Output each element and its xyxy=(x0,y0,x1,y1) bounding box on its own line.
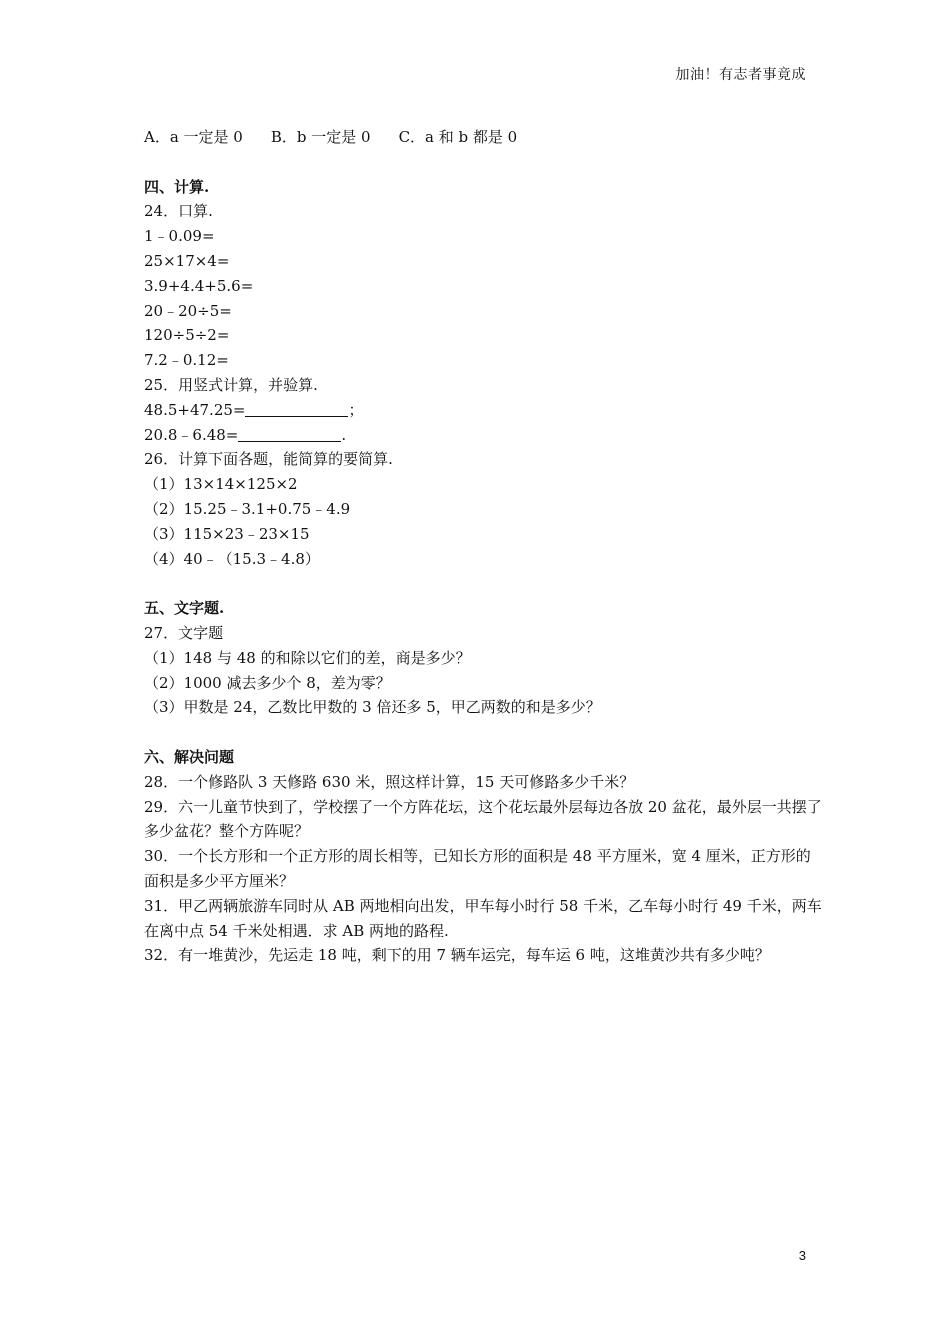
q24-item: 3.9+4.4+5.6= xyxy=(144,276,254,295)
q27-item: （3）甲数是 24，乙数比甲数的 3 倍还多 5，甲乙两数的和是多少？ xyxy=(144,698,601,717)
q28-text: 28．一个修路队 3 天修路 630 米，照这样计算，15 天可修路多少千米？ xyxy=(144,772,635,791)
option-b: B．b 一定是 0 xyxy=(270,128,371,146)
page-number: 3 xyxy=(798,1248,806,1263)
q26-item: （3）115×23﹣23×15 xyxy=(144,524,310,543)
q24-item: 1﹣0.09= xyxy=(144,227,215,246)
q23-options xyxy=(144,125,824,150)
q26-item: （4）40﹣（15.3﹣4.8） xyxy=(144,549,320,568)
q32-text: 32．有一堆黄沙，先运走 18 吨，剩下的用 7 辆车运完，每车运 6 吨，这堆黄沙共有多少吨？ xyxy=(144,946,770,965)
q25-item-1 xyxy=(144,398,824,423)
q27-item: （1）148 与 48 的和除以它们的差，商是多少？ xyxy=(144,648,471,667)
q24-item: 120÷5÷2= xyxy=(144,326,230,345)
q27-item: （2）1000 减去多少个 8，差为零？ xyxy=(144,673,391,692)
q31-text: 31．甲乙两辆旅游车同时从 AB 两地相向出发，甲车每小时行 58 千米，乙车每小时行 49 千米，两车在离中点 54 千米处相遇．求 AB 两地的路程. xyxy=(144,896,822,940)
q24-item: 25×17×4= xyxy=(144,251,230,270)
q25-expression: 48.5+47.25= xyxy=(144,400,246,419)
section-title-problem-solving: 六、解决问题 xyxy=(144,747,235,766)
page-header-motto: 加油！有志者事竟成 xyxy=(675,67,806,83)
q26-item: （1）13×14×125×2 xyxy=(144,475,298,494)
spacer xyxy=(144,571,824,596)
q26-item: （2）15.25﹣3.1+0.75﹣4.9 xyxy=(144,499,351,518)
q24-item: 7.2﹣0.12= xyxy=(144,351,229,370)
q25-expression: 20.8﹣6.48= xyxy=(144,425,239,444)
q26-label: 26．计算下面各题，能简算的要简算. xyxy=(144,450,393,469)
option-c: C．a 和 b 都是 0 xyxy=(398,128,518,146)
q25-punctuation: ； xyxy=(348,400,364,419)
spacer xyxy=(144,150,824,175)
q27-label: 27．文字题 xyxy=(144,623,224,642)
spacer xyxy=(144,720,824,745)
document-body xyxy=(144,125,824,968)
q24-label: 24．口算. xyxy=(144,202,213,221)
q25-item-2 xyxy=(144,423,824,448)
q30-text: 30．一个长方形和一个正方形的周长相等，已知长方形的面积是 48 平方厘米，宽 4 厘米，正方形的面积是多少平方厘米？ xyxy=(144,847,811,890)
answer-blank[interactable] xyxy=(245,400,348,417)
q24-item: 20﹣20÷5= xyxy=(144,301,232,320)
answer-blank[interactable] xyxy=(238,425,341,442)
section-title-word-problems: 五、文字题. xyxy=(144,599,225,618)
q29-text: 29．六一儿童节快到了，学校摆了一个方阵花坛，这个花坛最外层每边各放 20 盆花，最外层一共摆了多少盆花？整个方阵呢？ xyxy=(144,797,822,841)
option-a: A．a 一定是 0 xyxy=(144,128,243,146)
q25-label: 25．用竖式计算，并验算. xyxy=(144,375,318,394)
q25-punctuation: . xyxy=(341,425,347,444)
section-title-calculation: 四、计算. xyxy=(144,177,210,196)
